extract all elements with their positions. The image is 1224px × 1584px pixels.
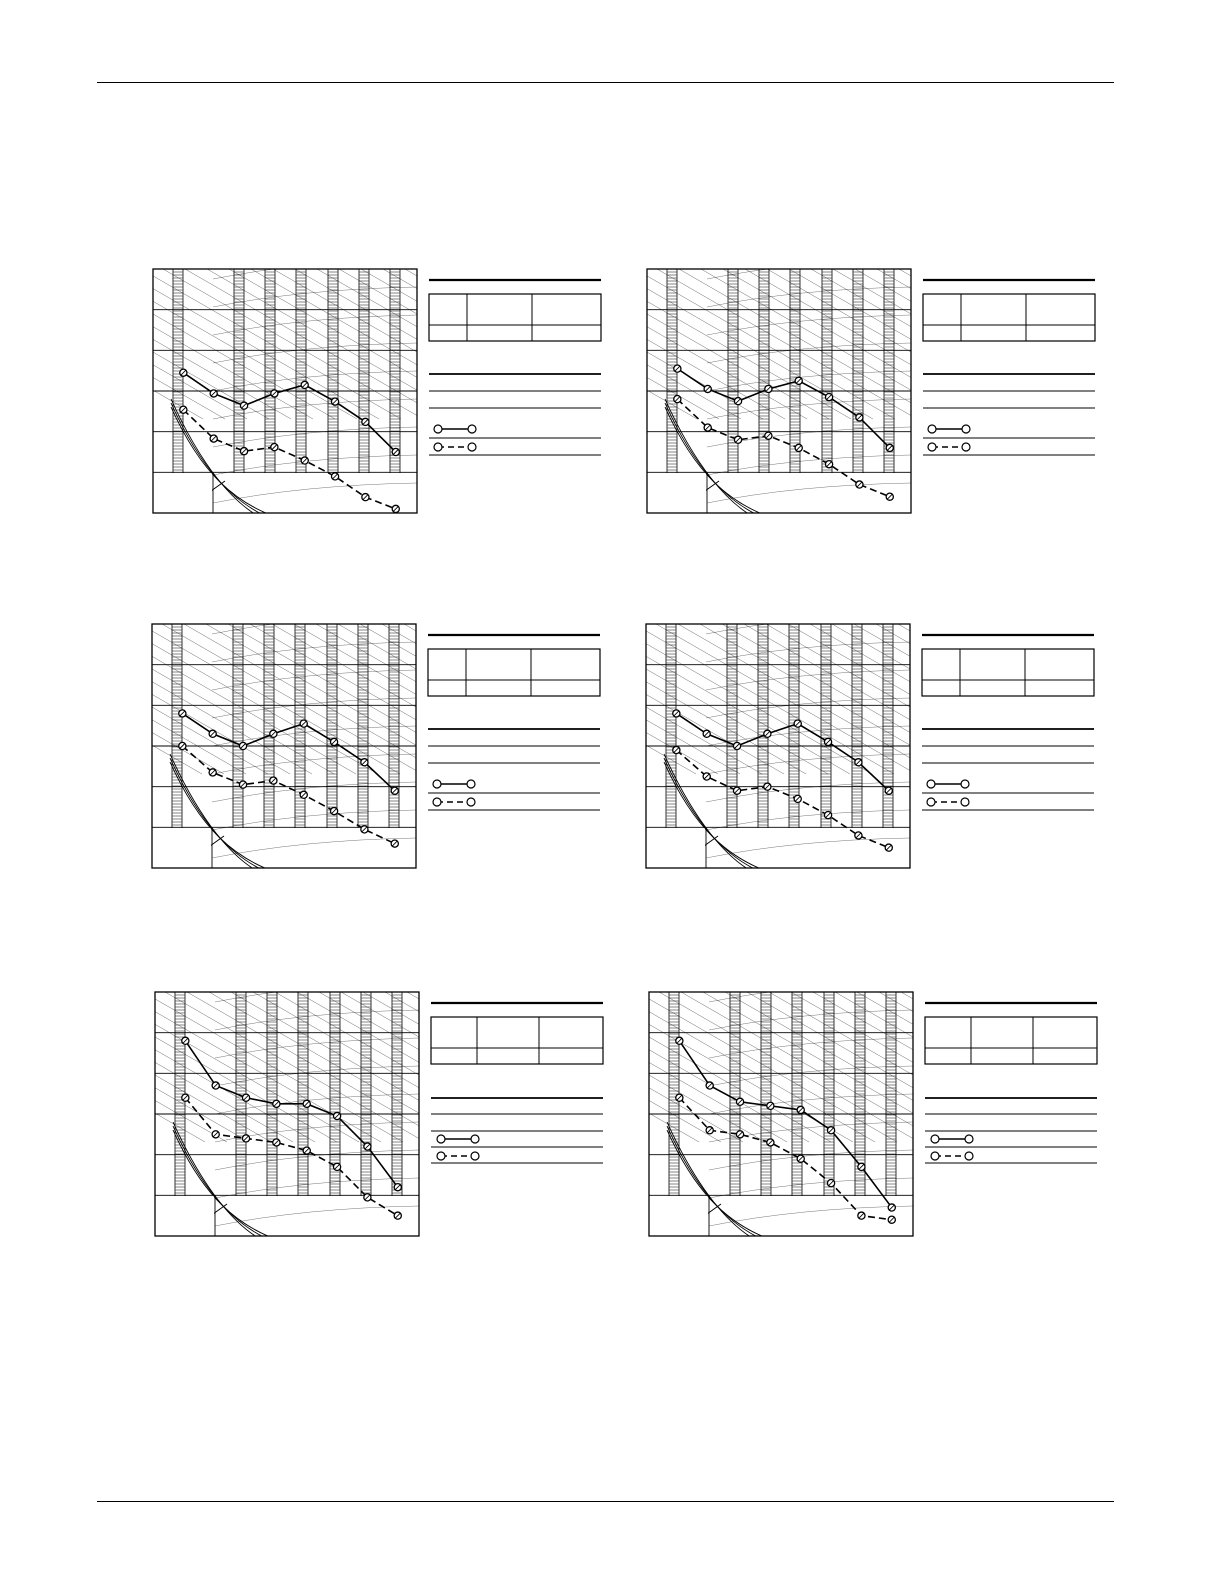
plot-area [154, 991, 420, 1237]
plot-area [648, 991, 914, 1237]
legend-key-solid [433, 780, 475, 788]
chart-panel-3 [151, 623, 417, 869]
legend-box-2 [922, 278, 1096, 458]
legend-key-dashed [434, 443, 476, 451]
chart-plot-1 [152, 268, 418, 514]
plot-area [645, 623, 911, 869]
chart-plot-5 [154, 991, 420, 1237]
chart-plot-4 [645, 623, 911, 869]
legend-table-6 [924, 1001, 1098, 1171]
blank-cell [647, 828, 705, 867]
footer-rule [97, 1501, 1114, 1502]
spec-table [431, 1017, 603, 1064]
chart-panel-5 [154, 991, 420, 1237]
legend-box-1 [428, 278, 602, 458]
legend-box-3 [427, 633, 601, 813]
blank-cell [154, 473, 212, 512]
legend-key-dashed [433, 798, 475, 806]
blank-cell [156, 1196, 214, 1235]
chart-plot-2 [646, 268, 912, 514]
legend-table-5 [430, 1001, 604, 1171]
header-rule [97, 82, 1114, 83]
legend-box-5 [430, 1001, 604, 1171]
legend-key-solid [927, 780, 969, 788]
legend-key-solid [437, 1135, 479, 1143]
spec-table [922, 649, 1094, 696]
plot-area [646, 268, 912, 514]
legend-table-1 [428, 278, 602, 458]
chart-plot-3 [151, 623, 417, 869]
chart-panel-2 [646, 268, 912, 514]
legend-key-dashed [931, 1152, 973, 1160]
legend-table-4 [921, 633, 1095, 813]
spec-table [429, 294, 601, 341]
legend-table-3 [427, 633, 601, 813]
chart-panel-4 [645, 623, 911, 869]
chart-panel-1 [152, 268, 418, 514]
legend-table-2 [922, 278, 1096, 458]
legend-key-dashed [437, 1152, 479, 1160]
spec-table [428, 649, 600, 696]
blank-cell [153, 828, 211, 867]
legend-key-solid [931, 1135, 973, 1143]
legend-box-4 [921, 633, 1095, 813]
spec-table [923, 294, 1095, 341]
legend-key-dashed [928, 443, 970, 451]
blank-cell [650, 1196, 708, 1235]
legend-key-solid [434, 425, 476, 433]
plot-area [151, 623, 417, 869]
blank-cell [648, 473, 706, 512]
spec-table [925, 1017, 1097, 1064]
chart-panel-6 [648, 991, 914, 1237]
legend-box-6 [924, 1001, 1098, 1171]
chart-plot-6 [648, 991, 914, 1237]
legend-key-dashed [927, 798, 969, 806]
legend-key-solid [928, 425, 970, 433]
